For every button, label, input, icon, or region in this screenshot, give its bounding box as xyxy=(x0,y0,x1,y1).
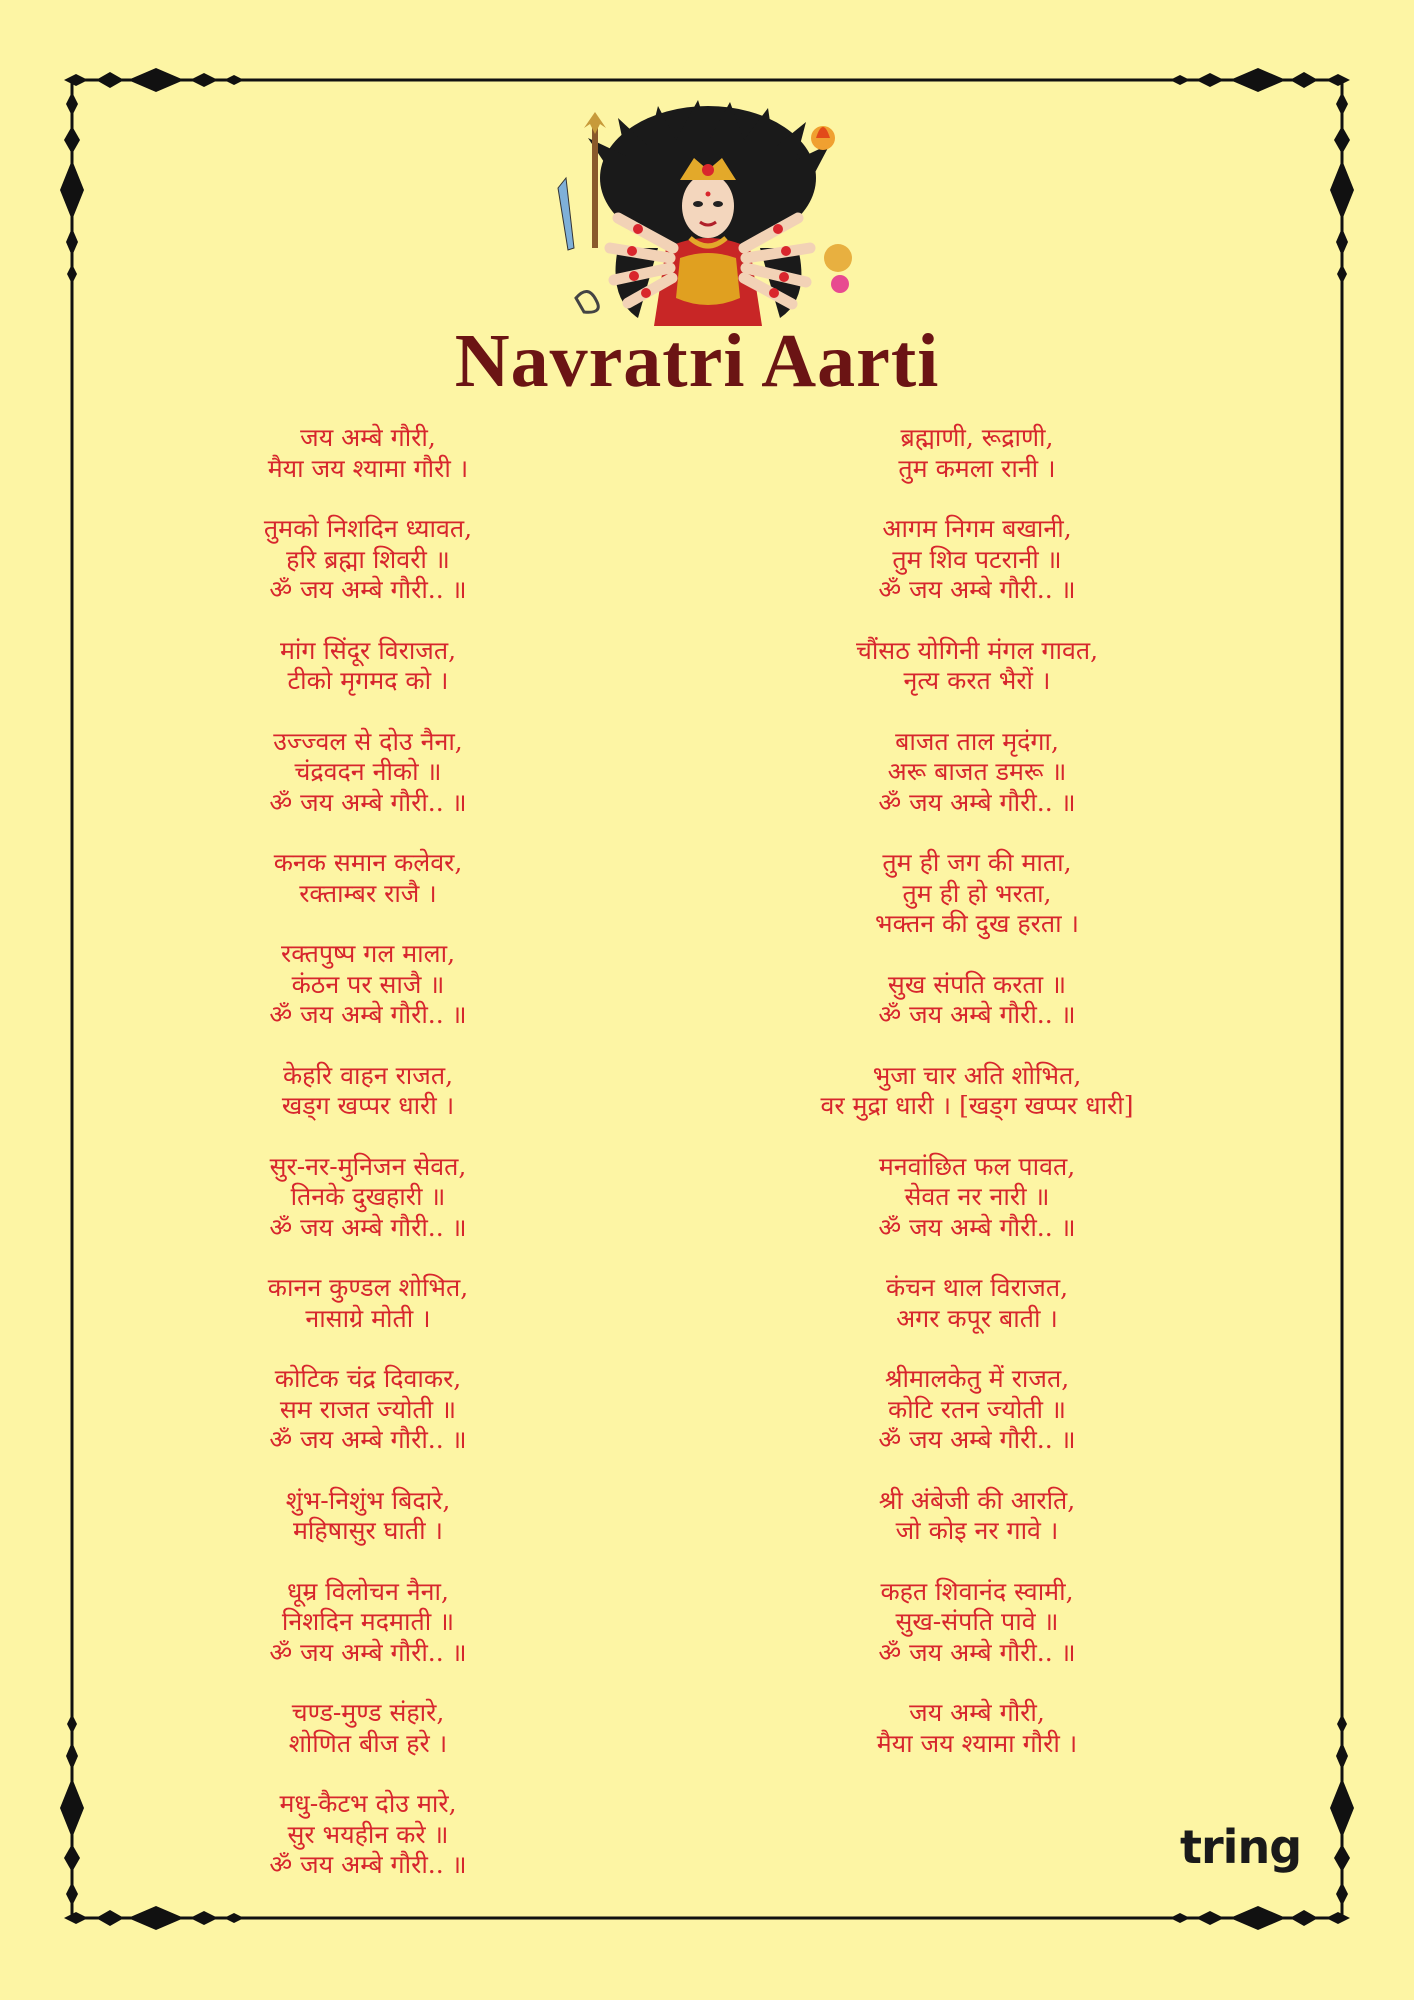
verse-line: टीको मृगमद को । xyxy=(287,666,449,695)
verse-line: भुजा चार अति शोभित, xyxy=(872,1060,1082,1090)
verse-stanza xyxy=(697,423,1257,484)
verse-line: नृत्य करत भैरों । xyxy=(903,666,1051,695)
verse-line: तुम शिव पटरानी ॥ xyxy=(892,544,1062,574)
verse-line: मांग सिंदूर विराजत, xyxy=(279,635,457,665)
verse-stanza xyxy=(88,1486,648,1547)
verse-line: वर मुद्रा धारी । [खड्ग खप्पर धारी] xyxy=(820,1091,1134,1120)
verse-stanza xyxy=(88,939,648,1031)
left-verse-column xyxy=(88,423,648,1911)
verse-line: जो कोइ नर गावे । xyxy=(895,1516,1059,1545)
verse-line: ॐ जय अम्बे गौरी.. ॥ xyxy=(878,1212,1076,1242)
verse-line: सेवत नर नारी ॥ xyxy=(904,1182,1050,1211)
verse-line: महिषासुर घाती । xyxy=(292,1516,444,1545)
verse-line: कोटिक चंद्र दिवाकर, xyxy=(274,1364,462,1393)
verse-line: ॐ जय अम्बे गौरी.. ॥ xyxy=(878,1425,1076,1454)
verse-stanza xyxy=(697,727,1257,819)
verse-line: भक्तन की दुख हरता । xyxy=(875,909,1079,938)
verse-line: ॐ जय अम्बे गौरी.. ॥ xyxy=(269,1425,467,1454)
verse-line: ॐ जय अम्बे गौरी.. ॥ xyxy=(269,1637,467,1667)
verse-line: कोटि रतन ज्योती ॥ xyxy=(888,1394,1066,1424)
verse-line: तिनके दुखहारी ॥ xyxy=(290,1182,446,1211)
verse-stanza xyxy=(697,1273,1257,1334)
verse-line: कनक समान कलेवर, xyxy=(273,848,463,877)
verse-stanza xyxy=(697,1152,1257,1244)
verse-stanza xyxy=(88,1273,648,1334)
verse-line: तुम कमला रानी । xyxy=(898,453,1056,483)
verse-stanza xyxy=(697,1061,1257,1122)
verse-line: श्री अंबेजी की आरति, xyxy=(878,1485,1076,1515)
verse-line: सुर-नर-मुनिजन सेवत, xyxy=(269,1151,467,1181)
verse-line: चंद्रवदन नीको ॥ xyxy=(294,757,442,786)
verse-stanza xyxy=(697,636,1257,697)
verse-line: ॐ जय अम्बे गौरी.. ॥ xyxy=(878,1637,1076,1667)
verse-stanza xyxy=(88,514,648,606)
verse-line: कहत शिवानंद स्वामी, xyxy=(880,1576,1074,1606)
verse-line: उज्ज्वल से दोउ नैना, xyxy=(273,726,463,756)
verse-line: चण्ड-मुण्ड संहारे, xyxy=(291,1698,445,1727)
verse-line: खड्ग खप्पर धारी । xyxy=(281,1091,455,1120)
verse-line: शुंभ-निशुंभ बिदारे, xyxy=(285,1485,451,1515)
verse-stanza xyxy=(88,727,648,819)
goddess-durga-illustration xyxy=(548,98,868,326)
verse-line: रक्तपुष्प गल माला, xyxy=(280,939,456,968)
verse-line: मैया जय श्यामा गौरी । xyxy=(267,453,469,483)
verse-stanza xyxy=(88,636,648,697)
right-verse-column xyxy=(697,423,1257,1789)
verse-line: मधु-कैटभ दोउ मारे, xyxy=(279,1789,457,1818)
verse-stanza xyxy=(88,1061,648,1122)
verse-line: कंचन थाल विराजत, xyxy=(885,1273,1069,1302)
verse-line: चौंसठ योगिनी मंगल गावत, xyxy=(855,635,1099,665)
verse-line: ॐ जय अम्बे गौरी.. ॥ xyxy=(878,1000,1076,1029)
verse-line: सुर भयहीन करे ॥ xyxy=(287,1819,449,1849)
verse-line: सम राजत ज्योती ॥ xyxy=(279,1394,457,1424)
verse-stanza xyxy=(697,514,1257,606)
verse-line: तुम ही जग की माता, xyxy=(882,848,1072,877)
verse-line: धूम्र विलोचन नैना, xyxy=(287,1576,449,1606)
verse-line: आगम निगम बखानी, xyxy=(882,514,1072,543)
verse-line: अगर कपूर बाती । xyxy=(896,1303,1058,1333)
verse-line: कंठन पर साजै ॥ xyxy=(291,969,445,999)
verse-line: तुमको निशदिन ध्यावत, xyxy=(263,514,473,543)
verse-line: शोणित बीज हरे । xyxy=(288,1728,448,1758)
verse-stanza xyxy=(88,423,648,484)
verse-stanza xyxy=(697,1364,1257,1456)
verse-line: ॐ जय अम्बे गौरी.. ॥ xyxy=(269,575,467,604)
verse-stanza xyxy=(88,1577,648,1669)
verse-stanza xyxy=(88,848,648,909)
brand-logo: tring xyxy=(1180,1820,1302,1874)
verse-stanza xyxy=(88,1364,648,1456)
verse-line: ॐ जय अम्बे गौरी.. ॥ xyxy=(269,1212,467,1242)
verse-line: निशदिन मदमाती ॥ xyxy=(281,1607,455,1636)
verse-line: ॐ जय अम्बे गौरी.. ॥ xyxy=(878,575,1076,604)
verse-line: ॐ जय अम्बे गौरी.. ॥ xyxy=(878,787,1076,817)
verse-stanza xyxy=(88,1789,648,1881)
verse-line: सुख संपति करता ॥ xyxy=(887,969,1067,999)
verse-stanza xyxy=(697,1698,1257,1759)
verse-line: ॐ जय अम्बे गौरी.. ॥ xyxy=(269,1850,467,1879)
verse-line: तुम ही हो भरता, xyxy=(902,878,1052,908)
verse-stanza xyxy=(88,1698,648,1759)
verse-line: रक्ताम्बर राजै । xyxy=(299,878,437,908)
verse-line: जय अम्बे गौरी, xyxy=(909,1698,1045,1727)
page-title: Navratri Aarti xyxy=(454,319,940,403)
verse-line: नासाग्रे मोती । xyxy=(305,1303,431,1333)
verse-stanza xyxy=(697,848,1257,940)
verse-line: ॐ जय अम्बे गौरी.. ॥ xyxy=(269,1000,467,1029)
verse-line: सुख-संपति पावे ॥ xyxy=(895,1607,1059,1636)
verse-line: श्रीमालकेतु में राजत, xyxy=(884,1364,1070,1393)
verse-line: ब्रह्माणी, रूद्राणी, xyxy=(900,423,1054,452)
verse-line: ॐ जय अम्बे गौरी.. ॥ xyxy=(269,787,467,817)
verse-stanza xyxy=(697,1486,1257,1547)
verse-line: कानन कुण्डल शोभित, xyxy=(267,1273,469,1302)
verse-line: बाजत ताल मृदंगा, xyxy=(895,726,1059,756)
verse-line: मैया जय श्यामा गौरी । xyxy=(876,1728,1078,1758)
verse-line: जय अम्बे गौरी, xyxy=(300,423,436,452)
verse-stanza xyxy=(697,970,1257,1031)
verse-line: अरू बाजत डमरू ॥ xyxy=(887,757,1067,786)
verse-line: केहरि वाहन राजत, xyxy=(282,1060,454,1090)
verse-stanza xyxy=(697,1577,1257,1669)
verse-line: हरि ब्रह्मा शिवरी ॥ xyxy=(286,544,450,574)
verse-stanza xyxy=(88,1152,648,1244)
verse-line: मनवांछित फल पावत, xyxy=(878,1151,1076,1181)
